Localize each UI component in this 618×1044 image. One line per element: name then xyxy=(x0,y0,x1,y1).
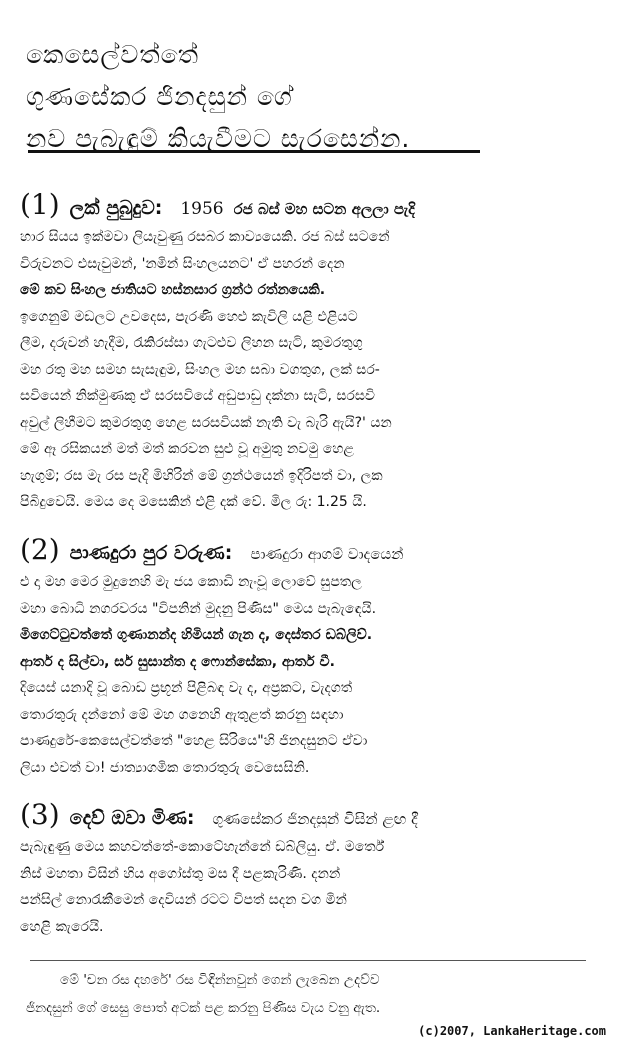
section-1-line: ලීම, දරුවන් හැදීම, රැකිරස්සා ගැටළුව ලිහන සැටි, කුමරතුගු xyxy=(20,335,363,351)
section-1-number: (1) xyxy=(20,188,60,221)
section-3-line: නිස් මහතා විසින් හිය අගෝස්තු මස දී පළකැරිණි. දනන් xyxy=(20,865,341,882)
section-1 xyxy=(20,188,608,516)
section-2-line: පාණදුරේ-කෙසෙල්වත්තේ "හෙළ සිරියෙ"හි ජිනදසුනට ඒවා xyxy=(20,733,368,749)
section-2-line: එ දා මහ මෙර මුදුනෙහි මැ ජය කොඩි නැංවූ ලොවේ සුපතල xyxy=(20,574,362,590)
footer-line-2: ජිනදසුන් ගේ සෙසු පොත් අටක් පළ කරනු පිණිස වැය වනු ඇත. xyxy=(26,1000,381,1016)
footer-line-1: මේ 'චන රස දහරේ' රස විඳින්නවුන් ගෙන් ලැබෙන උදව්ව xyxy=(60,972,380,988)
section-1-line: විරුවනට එසැවුමන්, 'නමින් සිංහලයනට' ඒ පහරන් දෙන xyxy=(20,255,345,272)
section-2-header xyxy=(20,533,608,569)
title-line-3: නව පැබැඳුම් කියැවීමට සැරසෙන්න. xyxy=(26,124,411,153)
section-3 xyxy=(20,798,608,940)
section-1-header xyxy=(20,188,608,224)
title-line-2: ගුණසේකර ජිනදසුන් ගේ xyxy=(26,82,293,111)
section-1-line: මේ කව සිංහල ජාතියට හස්නසාර ග්‍රන්ථ රත්නයෙකි. xyxy=(20,282,326,298)
title-block xyxy=(26,34,496,160)
section-1-line: හැගුම්; රස මැ රස පැදි මිහිරින් මේ ග්‍රන්ථයෙන් ඉදිරිපත් වා, ලක xyxy=(20,467,383,484)
section-1-lead: රජ බස් මහ සටන අලලා පැදි xyxy=(233,200,415,218)
section-2-line: ලියා එවත් වා! ජාත්‍යාගමික තොරතුරු වෙසෙසිනි. xyxy=(20,759,310,776)
section-2-line: තොරතුරු දන්නෝ මේ මහ ගනෙහි ඇතුළත් කරනු සඳහා xyxy=(20,706,344,723)
section-3-line: පන්සිල් නොරැකීමෙන් දෙවියන් රටට විපත් සදන වග මින් xyxy=(20,892,347,908)
section-1-line: මේ ඈ රසිකයන් මත් මත් කරවන සුළු වූ අමුතු නවමු හෙළ xyxy=(20,441,355,457)
section-1-heading: ලක් පුබුදුව: xyxy=(69,197,163,219)
section-1-body xyxy=(20,224,608,516)
section-1-line: සවියෙන් නික්මුණකු ඒ සරසවියේ අඩුපාඩු දක්නා සැටි, සරසවි xyxy=(20,388,375,404)
section-3-number: (3) xyxy=(20,798,60,831)
section-2-line: ආතර් ද සිල්වා, සර් සුසාන්ත ද ෆොන්සේකා, ආතර් වී. xyxy=(20,653,335,670)
section-2-line: මිගෙට්ටුවත්තේ ගුණානන්ද හිමියන් ගැන ද, දෙස්තර ඩබ්ලිව්. xyxy=(20,627,373,643)
title-underline xyxy=(28,150,480,153)
section-1-line: පිබිදුවෙයි. මෙය දෙ මසෙකින් එළි දක් වේ. මිල රු: 1.25 යි. xyxy=(20,494,367,510)
section-1-year: 1956 xyxy=(180,199,224,219)
section-3-header xyxy=(20,798,608,834)
section-2-line: දියෙස් යනාදි වූ බොඩ ප්‍රභූන් පිළිබඳ වැ ද, අප්‍රකට, වැදගත් xyxy=(20,680,353,696)
section-2-heading: පාණදුරා පුර වරුණ: xyxy=(69,542,233,564)
section-1-line: මහ රතු මහ සමහ සැසැඳුම, සිංහල මහ සබා වගතුග, ලක් සර- xyxy=(20,361,380,378)
section-3-line: පැබැඳුණු මෙය කහවත්තේ-කොටේහැන්නේ ඩබ්ලියු. ඒ. මර්තේ xyxy=(20,839,385,855)
section-2-lead: පාණදුරා ආගම් වාදයෙන් xyxy=(250,545,404,563)
section-2-number: (2) xyxy=(20,533,60,566)
footer-note xyxy=(26,966,606,1022)
section-2 xyxy=(20,533,608,781)
section-2-line: මහා බොධි නගරවරය "විපනින් මුදනු පිණිස" මෙය පැබැඳෙයි. xyxy=(20,600,377,617)
title-line-1: කෙසෙල්වත්තේ xyxy=(26,40,200,69)
section-2-body xyxy=(20,569,608,781)
section-3-lead: ගුණසේකර ජිනදසුන් විසින් ළඟ දී xyxy=(212,810,418,828)
section-1-line: ඉගෙනුම් මඩලට උවදෙස, පැරණි හෙළු කැවිලි යළි එළියට xyxy=(20,308,358,325)
section-3-heading: දෙව් ඔවා මිණ: xyxy=(69,807,195,829)
section-3-line: හෙළි කැරෙයි. xyxy=(20,918,104,935)
section-1-line: හාර සියය ඉක්මවා ලියැවුණු රසබර කාව්‍යයෙකි. රජ බස් සටනේ xyxy=(20,229,390,245)
footer-divider xyxy=(30,960,586,961)
section-1-line: අවුල් ලිහීමට කුමරතුගු හෙළ සරසවියක් නැති වැ බැරි ඇයි?' යන xyxy=(20,414,392,431)
copyright-notice: (c)2007, LankaHeritage.com xyxy=(418,1024,606,1038)
section-3-body xyxy=(20,834,608,940)
